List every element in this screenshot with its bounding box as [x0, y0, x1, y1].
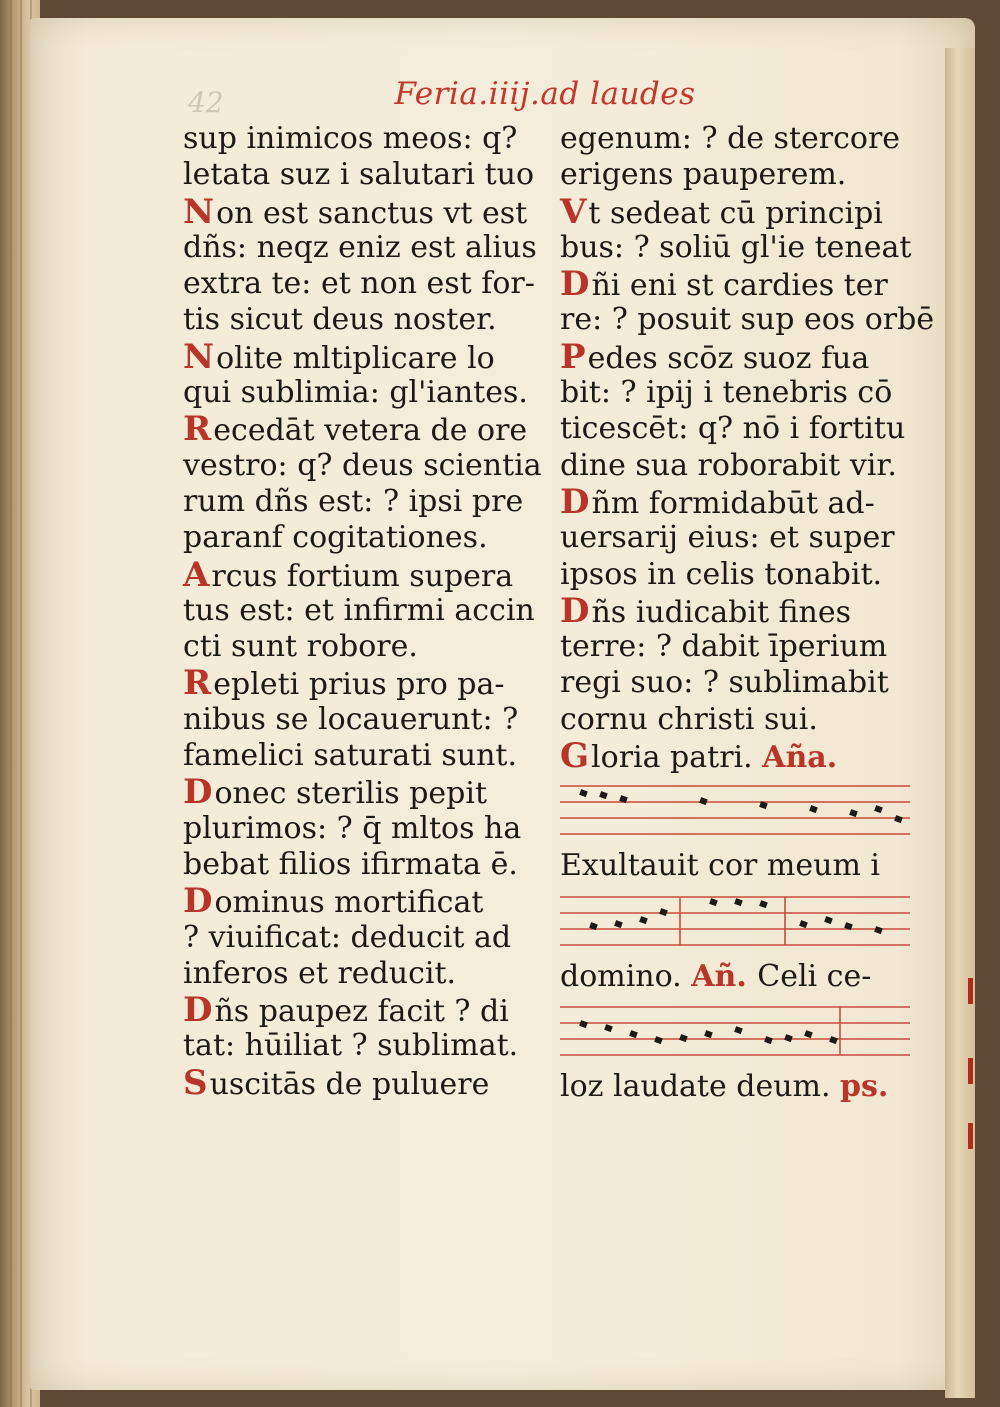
- right-line: [560, 336, 910, 377]
- left-line: [183, 191, 528, 232]
- neume-note: [824, 916, 833, 924]
- text-line: tat: hūiliat ? sublimat.: [183, 1028, 519, 1064]
- rubricated-initial: P: [560, 336, 586, 377]
- text-line: egenum: ? de stercore: [560, 121, 901, 156]
- text-line: olite mltiplicare lo: [216, 340, 495, 376]
- left-line: [183, 738, 528, 774]
- neume-note: [849, 809, 858, 817]
- text-line: letata suz i salutari tuo: [183, 157, 535, 193]
- text-line: bus: ? soliū gl'ie teneat: [560, 229, 912, 265]
- left-line: [183, 811, 528, 847]
- right-line: [560, 191, 910, 232]
- text-line: ticescēt: q? nō i fortitu: [560, 411, 906, 447]
- music-staff-3: [560, 997, 910, 1069]
- text-line: domino.: [560, 958, 692, 994]
- text-line: rcus fortium supera: [211, 558, 514, 594]
- antiphon-line: [560, 1069, 910, 1105]
- right-line: [560, 264, 910, 305]
- right-line: [560, 448, 910, 484]
- text-line: extra te: et non est for-: [183, 266, 535, 302]
- left-line: [183, 592, 535, 629]
- rubricated-initial: A: [183, 554, 210, 595]
- text-line: inferos et reducit.: [183, 955, 457, 991]
- left-line: [183, 772, 528, 813]
- neume-note: [829, 1036, 838, 1044]
- rubricated-initial: R: [183, 409, 212, 450]
- left-line: [183, 520, 528, 556]
- left-line: [183, 920, 528, 956]
- text-line: rum dñs est: ? ipsi pre: [183, 483, 524, 519]
- text-line: tis sicut deus noster.: [183, 302, 497, 338]
- right-line: [560, 230, 910, 266]
- rubric: ps.: [840, 1068, 889, 1104]
- neume-note: [799, 920, 808, 928]
- right-line: [560, 411, 910, 447]
- text-line: bit: ? ipij i tenebris cō: [560, 375, 893, 411]
- left-line: [183, 1028, 528, 1064]
- right-line: [560, 481, 910, 522]
- text-line: nibus se locauerunt: ?: [183, 701, 519, 737]
- rubricated-initial: N: [183, 336, 215, 377]
- text-line: dine sua roborabit vir.: [560, 447, 897, 483]
- page-edge-right: [945, 48, 975, 1398]
- left-line: [183, 229, 537, 266]
- rubricated-initial: D: [560, 590, 590, 631]
- left-line: [183, 336, 528, 377]
- left-line: [183, 847, 528, 883]
- neume-note: [759, 900, 768, 908]
- right-line: [560, 302, 935, 338]
- text-line: ? viuificat: deducit ad: [183, 919, 512, 955]
- rubricated-initial: D: [183, 772, 213, 813]
- text-line: loz laudate deum.: [560, 1068, 841, 1104]
- text-line: uscitās de puluere: [209, 1066, 490, 1102]
- left-line: [183, 629, 528, 665]
- rubricated-initial: V: [560, 191, 587, 232]
- text-line: ecedāt vetera de ore: [213, 413, 528, 449]
- text-line: sup inimicos meos: q?: [183, 121, 518, 156]
- rubric: Añ.: [691, 958, 758, 994]
- right-line: [560, 590, 910, 631]
- text-line: loria patri.: [591, 740, 763, 776]
- left-line: [183, 266, 535, 302]
- antiphon-line: [560, 959, 910, 995]
- left-line: [183, 702, 528, 738]
- text-line: plurimos: ? q̄ mltos ha: [183, 810, 522, 846]
- gloria-line: [560, 736, 910, 777]
- right-line: [560, 520, 910, 556]
- text-line: tus est: et infirmi accin: [183, 592, 535, 628]
- neume-note: [784, 1034, 793, 1042]
- right-line: [560, 121, 910, 157]
- right-line: [560, 665, 910, 701]
- neume-note: [804, 1030, 813, 1038]
- left-line: [183, 484, 528, 520]
- neume-note: [579, 789, 588, 797]
- text-line: qui sublimia: gl'iantes.: [183, 375, 528, 411]
- neume-note: [639, 916, 648, 924]
- text-line: ominus mortificat: [214, 885, 484, 921]
- right-line: [560, 157, 910, 193]
- rubricated-initial: N: [183, 191, 215, 232]
- left-line: [183, 157, 535, 193]
- neume-note: [614, 920, 623, 928]
- text-line: terre: ? dabit īperium: [560, 629, 888, 665]
- right-line: [560, 557, 910, 593]
- left-line: [183, 956, 528, 992]
- left-line: [183, 990, 528, 1031]
- text-line: t sedeat cū principi: [588, 195, 883, 231]
- left-line: [183, 663, 528, 704]
- text-line: vestro: q? deus scientia: [183, 447, 542, 483]
- text-line: ñi eni st cardies ter: [591, 268, 888, 304]
- rubricated-initial: D: [183, 990, 213, 1031]
- left-line: [183, 1062, 528, 1103]
- text-line: ñs iudicabit fines: [591, 594, 852, 630]
- rubricated-initial: G: [560, 736, 590, 777]
- text-line: ipsos in celis tonabit.: [560, 556, 883, 592]
- neume-note: [734, 1026, 743, 1034]
- text-line: bebat filios ifirmata ē.: [183, 846, 518, 882]
- text-line: Celi ce-: [757, 958, 872, 994]
- neume-note: [629, 1030, 638, 1038]
- neume-note: [679, 1034, 688, 1042]
- neume-note: [874, 926, 883, 934]
- left-line: [183, 881, 528, 922]
- text-line: paranf cogitationes.: [183, 520, 488, 556]
- rubricated-initial: D: [560, 481, 590, 522]
- text-line: ñm formidabūt ad-: [591, 485, 875, 521]
- text-line: edes scōz suoz fua: [587, 340, 870, 376]
- neume-note: [579, 1020, 588, 1028]
- music-staff-2: [560, 887, 910, 959]
- text-line: re: ? posuit sup eos orbē: [560, 302, 935, 338]
- text-line: onec sterilis pepit: [214, 776, 488, 812]
- neume-note: [659, 908, 668, 916]
- text-line: ñs paupez facit ? di: [214, 994, 509, 1030]
- rubricated-initial: D: [183, 881, 213, 922]
- antiphon-line: Exultauit cor meum i: [560, 848, 881, 884]
- neume-note: [604, 1024, 613, 1032]
- text-line: epleti prius pro pa-: [213, 667, 505, 703]
- neume-note: [894, 815, 903, 823]
- text-line: cornu christi sui.: [560, 701, 818, 737]
- neume-note: [699, 797, 708, 805]
- right-line: [560, 702, 910, 738]
- left-column: [183, 121, 542, 1103]
- right-line: [560, 629, 910, 665]
- text-line: dñs: neqz eniz est alius: [183, 229, 537, 265]
- rubricated-initial: S: [183, 1062, 208, 1103]
- neume-note: [704, 1030, 713, 1038]
- neume-note: [599, 791, 608, 799]
- text-line: regi suo: ? sublimabit: [560, 665, 889, 701]
- right-column: [560, 121, 935, 1105]
- left-line: [183, 554, 528, 595]
- left-line: [183, 447, 542, 484]
- text-line: famelici saturati sunt.: [183, 738, 518, 774]
- text-line: erigens pauperem.: [560, 157, 847, 193]
- left-line: [183, 375, 528, 411]
- neume-note: [764, 1036, 773, 1044]
- text-line: uersarij eius: et super: [560, 520, 895, 556]
- music-staff-1: [560, 776, 910, 848]
- left-line: [183, 409, 528, 450]
- neume-note: [809, 805, 818, 813]
- neume-note: [709, 898, 718, 906]
- page-header: Feria.iiij.ad laudes: [394, 76, 696, 112]
- right-line: [560, 375, 910, 411]
- text-line: cti sunt robore.: [183, 629, 418, 665]
- rubric: Aña.: [762, 740, 838, 776]
- rubricated-initial: R: [183, 663, 212, 704]
- neume-note: [874, 805, 883, 813]
- rubricated-initial: D: [560, 264, 590, 305]
- neume-note: [654, 1036, 663, 1044]
- folio-number: 42: [188, 86, 224, 119]
- left-line: [183, 302, 528, 338]
- left-line: [183, 121, 528, 157]
- text-line: on est sanctus vt est: [216, 195, 528, 231]
- neume-note: [734, 898, 743, 906]
